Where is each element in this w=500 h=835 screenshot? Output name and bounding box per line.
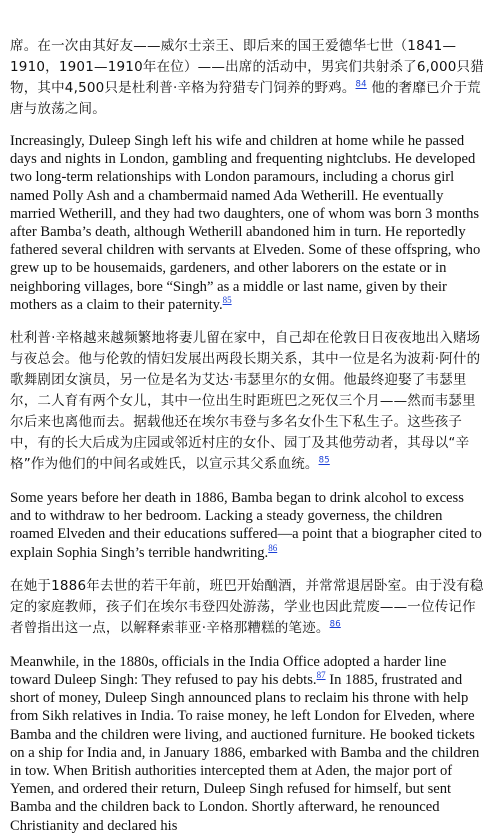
footnote-link-84[interactable]: 84 xyxy=(355,79,367,90)
footnote-link-86[interactable]: 86 xyxy=(329,619,341,630)
paragraph-text: Meanwhile, in the 1880s, officials in the India Office adopted a harder line toward Duleep Singh: They refused to pay his debts. xyxy=(10,653,447,689)
paragraph-en-3 xyxy=(10,653,486,835)
paragraph-text: 在她于1886年去世的若干年前，班巴开始酗酒，并常常退居卧室。由于没有稳定的家庭教师，孩子们在埃尔韦登四处游荡，学业也因此荒废——一位传记作者曾指出这一点，以解释索菲亚·辛格那糟糕的笔迹。 xyxy=(10,577,484,636)
paragraph-tail: In 1885, frustrated and short of money, Duleep Singh announced plans to reclaim his throne with help from Sikh relatives in India. To raise money, he left London for Elveden, where Bamba and the children were living, and auctioned furniture. He booked tickets on a ship for India and, in January 1886, embarked with Bamba and the children in tow. When British authorities intercepted them at Aden, the major port of Yemen, and ordered their return, Duleep Singh refused for himself, but sent Bamba and the children back to London. Shortly afterward, he renounced Christianity and declared his xyxy=(10,672,480,834)
paragraph-text: Increasingly, Duleep Singh left his wife and children at home while he passed days and nights in London, gambling and frequenting nightclubs. He developed two long-term relationships with London paramours, including a chorus girl named Polly Ash and a chambermaid named Ada Wetherill. He eventually married Wetherill, and they had two daughters, one of whom was born 3 months after Bamba’s death, although Wetherill abandoned him in turn. He reportedly fathered several children with servants at Elveden. Some of these offspring, who grew up to be housemaids, gardeners, and other laborers on the estate or in neighboring villages, bore “Singh” as a middle or last name, given by their mothers as a claim to their paternity. xyxy=(10,133,481,313)
paragraph-zh-1 xyxy=(10,36,486,120)
paragraph-en-2 xyxy=(10,489,486,562)
footnote-link-86[interactable]: 86 xyxy=(268,542,278,553)
footnote-link-85[interactable]: 85 xyxy=(222,294,232,305)
paragraph-text: 席。在一次由其好友——威尔士亲王、即后来的国王爱德华七世（1841—1910，1901—1910年在位）——出席的活动中，男宾们共射杀了6,000只猎物，其中4,500只是杜利普·辛格为狩猎专门饲养的野鸡。 xyxy=(10,38,484,96)
paragraph-text: Some years before her death in 1886, Bamba began to drink alcohol to excess and to withdraw to her bedroom. Lacking a steady governess, the children roamed Elveden and their educations suffered—a point that a biographer cited to explain Sophia Singh’s terrible handwriting. xyxy=(10,490,482,561)
paragraph-tail: 他的奢靡已介于荒唐与放荡之间。 xyxy=(10,80,481,117)
document-page xyxy=(0,36,500,834)
paragraph-zh-2 xyxy=(10,328,486,475)
paragraph-text: 杜利普·辛格越来越频繁地将妻儿留在家中，自己却在伦敦日日夜夜地出入赌场与夜总会。他与伦敦的情妇发展出两段长期关系，其中一位是名为波莉·阿什的歌舞剧团女演员，另一位是名为艾达·韦瑟里尔的女佣。他最终迎娶了韦瑟里尔，二人育有两个女儿，其中一位出生时距班巴之死仅三个月——然而韦瑟里尔后来也离他而去。据载他还在埃尔韦登与多名女仆生下私生子。这些孩子中，有的长大后成为庄园或邻近村庄的女仆、园丁及其他劳动者，其母以“辛格”作为他们的中间名或姓氏，以宣示其父系血统。 xyxy=(10,330,481,473)
paragraph-zh-3 xyxy=(10,576,486,639)
footnote-link-87[interactable]: 87 xyxy=(316,670,326,681)
paragraph-en-1 xyxy=(10,132,486,314)
footnote-link-85[interactable]: 85 xyxy=(318,455,330,466)
